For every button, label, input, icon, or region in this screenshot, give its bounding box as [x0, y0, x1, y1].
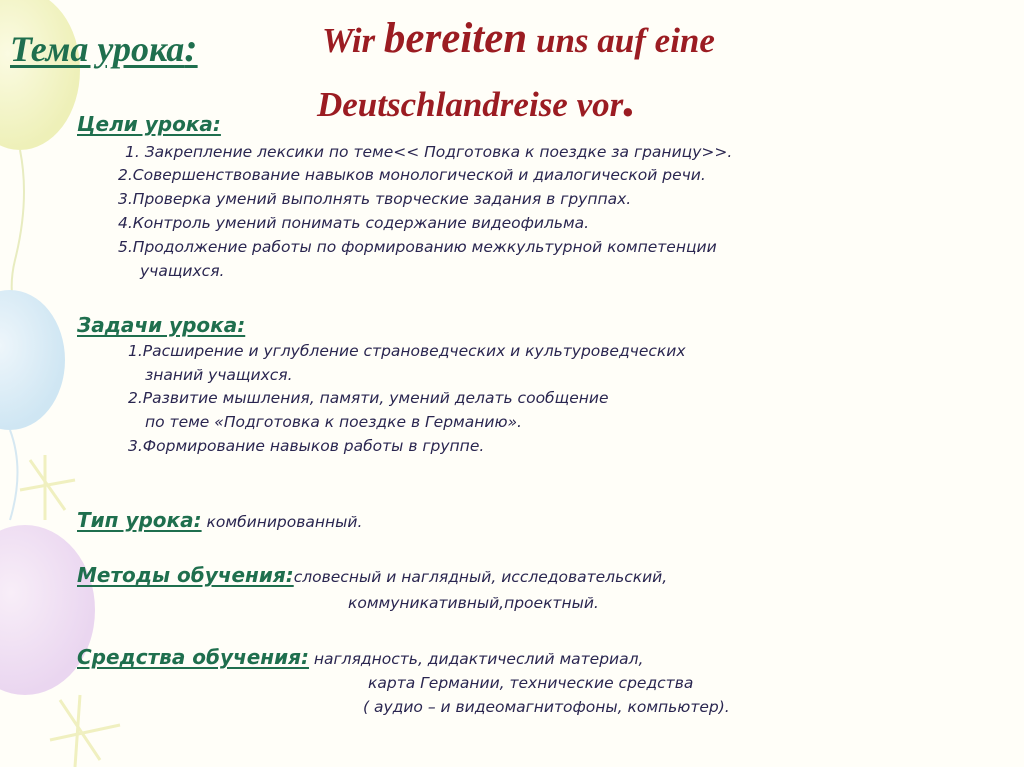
lesson-type-value: комбинированный.: [201, 513, 363, 531]
tasks-heading: Задачи урока:: [77, 313, 246, 337]
goal-item-1: 1. Закрепление лексики по теме<< Подготовка к поездке за границу>>.: [125, 143, 733, 161]
task-item-2-continued: по теме «Подготовка к поездке в Германию».: [145, 413, 522, 431]
lesson-topic-colon: :: [184, 25, 198, 70]
methods-row: [77, 563, 667, 587]
task-item-3: 3.Формирование навыков работы в группе.: [128, 437, 485, 455]
methods-value-line-2: коммуникативный,проектный.: [348, 594, 599, 612]
goal-item-4: 4.Контроль умений понимать содержание видеофильма.: [118, 214, 590, 232]
title-part-wir: Wir: [322, 21, 384, 60]
methods-value-line-1: словесный и наглядный, исследовательский,: [293, 568, 668, 586]
means-value-line-2: карта Германии, технические средства: [368, 674, 694, 692]
means-row: [77, 645, 643, 669]
title-period: .: [623, 71, 637, 128]
means-value-line-1: наглядность, дидактичеслий материал,: [308, 650, 644, 668]
means-heading: Средства обучения:: [77, 645, 309, 669]
title-part-uns: uns auf eine: [527, 21, 715, 60]
goals-heading: Цели урока:: [77, 112, 221, 136]
yellow-balloon: [0, 0, 80, 150]
goal-item-5-continued: учащихся.: [140, 262, 225, 280]
means-value-line-3: ( аудио – и видеомагнитофоны, компьютер).: [363, 698, 730, 716]
title-part-bereiten: bereiten: [383, 15, 528, 62]
title-part-deutschlandreise: Deutschlandreise vor: [317, 85, 624, 124]
lesson-title-line-2: [317, 70, 636, 129]
goal-item-3: 3.Проверка умений выполнять творческие задания в группах.: [118, 190, 632, 208]
goal-item-2: 2.Совершенствование навыков монологической и диалогической речи.: [118, 166, 706, 184]
task-item-2: 2.Развитие мышления, памяти, умений делать сообщение: [128, 389, 609, 407]
task-item-1: 1.Расширение и углубление страноведческих и культуроведческих: [128, 342, 686, 360]
goal-item-5: 5.Продолжение работы по формированию межкультурной компетенции: [118, 238, 717, 256]
blue-balloon: [0, 290, 65, 430]
task-item-1-continued: знаний учащихся.: [145, 366, 293, 384]
lesson-type-heading: Тип урока:: [77, 508, 202, 532]
lesson-type-row: [77, 508, 362, 532]
lesson-title-line-1: [322, 14, 715, 63]
lesson-topic-label: [10, 24, 198, 71]
methods-heading: Методы обучения:: [77, 563, 294, 587]
purple-balloon: [0, 525, 95, 695]
lesson-topic-label-text: Тема урока: [10, 29, 185, 69]
